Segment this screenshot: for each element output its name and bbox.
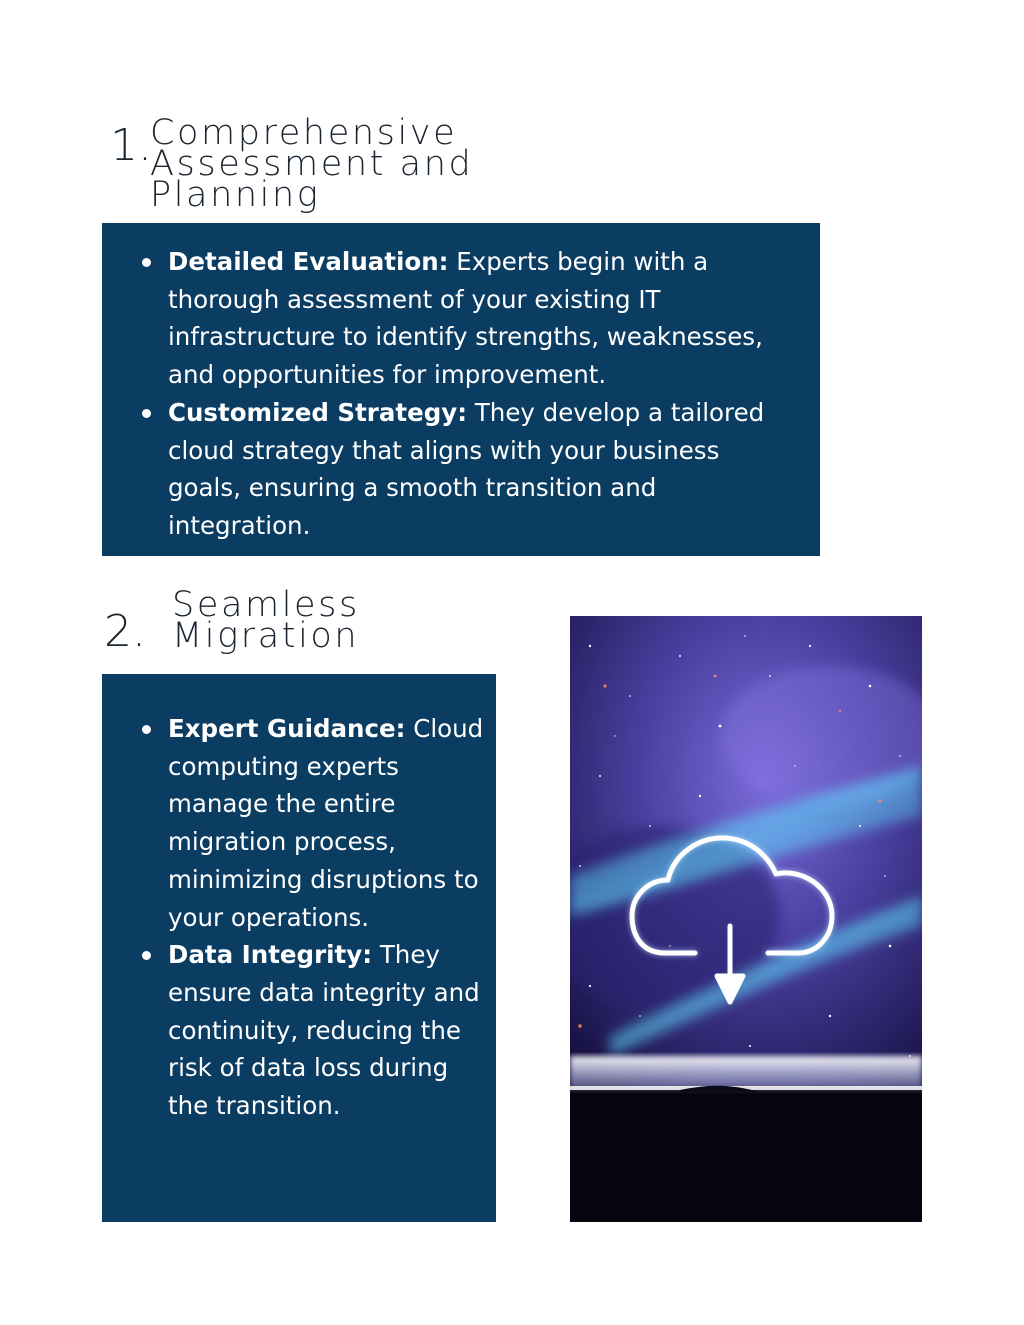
nebula-illustration <box>570 616 922 1222</box>
section-1-number: 1. <box>110 120 152 171</box>
section-2-title-line: Migration <box>172 616 360 656</box>
section-2-panel <box>102 674 496 1222</box>
list-item <box>122 936 496 1125</box>
item-text: They develop a tailored cloud strategy that aligns with your business goals, ensuring a smooth transition and integration. <box>168 397 765 540</box>
section-1-list <box>122 243 800 545</box>
item-label: Customized Strategy: <box>168 397 468 427</box>
section-2-list <box>122 710 496 1125</box>
section-2-title-line: Seamless <box>172 585 360 625</box>
section-2-title <box>172 585 360 656</box>
item-text: Experts begin with a thorough assessment of your existing IT infrastructure to identify strengths, weaknesses, and opportunities for improvement. <box>168 247 763 390</box>
section-1-title-line: Comprehensive <box>150 113 458 153</box>
item-label: Detailed Evaluation: <box>168 247 449 276</box>
item-label: Data Integrity: <box>168 940 373 970</box>
section-1-title-line: Planning <box>150 175 321 215</box>
list-item <box>122 243 800 394</box>
item-text: Cloud computing experts manage the entire migration process, minimizing disruptions to your operations. <box>168 714 484 932</box>
item-text: They ensure data integrity and continuity, reducing the risk of data loss during the transition. <box>168 940 480 1121</box>
section-1-title <box>150 113 474 215</box>
section-1-title-line: Assessment and <box>150 144 474 184</box>
section-2-number: 2. <box>104 606 146 657</box>
section-1-panel <box>102 223 820 556</box>
item-label: Expert Guidance: <box>168 714 406 743</box>
list-item <box>122 710 496 936</box>
cloud-nebula-image <box>570 616 922 1222</box>
list-item <box>122 394 800 545</box>
